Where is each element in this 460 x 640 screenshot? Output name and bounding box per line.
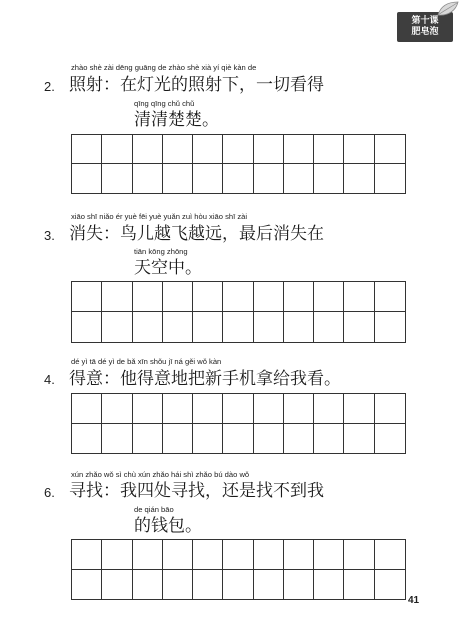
grid-cell[interactable] [102, 135, 132, 164]
hanzi-line: 的钱包。 [134, 516, 202, 536]
grid-cell[interactable] [375, 394, 405, 424]
grid-cell[interactable] [163, 394, 193, 424]
grid-cell[interactable] [375, 312, 405, 342]
writing-grid[interactable] [71, 134, 406, 194]
grid-cell[interactable] [163, 135, 193, 164]
grid-cell[interactable] [344, 394, 374, 424]
grid-cell[interactable] [72, 135, 102, 164]
grid-cell[interactable] [163, 312, 193, 342]
exercise-number: 2. [44, 79, 55, 94]
grid-cell[interactable] [314, 540, 344, 570]
writing-grid[interactable] [71, 539, 406, 600]
grid-cell[interactable] [133, 135, 163, 164]
grid-cell[interactable] [223, 540, 253, 570]
grid-cell[interactable] [163, 570, 193, 600]
grid-cell[interactable] [102, 394, 132, 424]
grid-cell[interactable] [102, 570, 132, 600]
grid-cell[interactable] [133, 394, 163, 424]
grid-cell[interactable] [223, 164, 253, 193]
grid-cell[interactable] [102, 540, 132, 570]
grid-cell[interactable] [254, 135, 284, 164]
grid-cell[interactable] [254, 312, 284, 342]
pinyin-line: qīng qīng chǔ chǔ [134, 99, 195, 108]
grid-cell[interactable] [133, 570, 163, 600]
grid-cell[interactable] [223, 312, 253, 342]
grid-cell[interactable] [344, 164, 374, 193]
grid-cell[interactable] [284, 312, 314, 342]
grid-cell[interactable] [375, 424, 405, 454]
grid-cell[interactable] [375, 570, 405, 600]
grid-cell[interactable] [72, 424, 102, 454]
grid-cell[interactable] [133, 282, 163, 312]
grid-cell[interactable] [193, 164, 223, 193]
writing-grid[interactable] [71, 393, 406, 454]
grid-cell[interactable] [254, 540, 284, 570]
grid-cell[interactable] [102, 424, 132, 454]
grid-cell[interactable] [193, 394, 223, 424]
grid-cell[interactable] [314, 135, 344, 164]
grid-cell[interactable] [133, 312, 163, 342]
grid-cell[interactable] [72, 570, 102, 600]
grid-cell[interactable] [344, 424, 374, 454]
hanzi-line: 得意：他得意地把新手机拿给我看。 [69, 369, 341, 389]
grid-cell[interactable] [284, 424, 314, 454]
pinyin-line: dé yì tā dé yì de bǎ xīn shǒu jī ná gěi wǒ kàn [71, 357, 222, 366]
grid-cell[interactable] [193, 312, 223, 342]
lesson-number: 第十课 [411, 16, 439, 26]
pinyin-line: zhào shè zài dēng guāng de zhào shè xià yí qiè kàn de [71, 63, 257, 72]
lesson-title: 肥皂泡 [411, 27, 439, 37]
grid-cell[interactable] [72, 164, 102, 193]
grid-cell[interactable] [375, 540, 405, 570]
hanzi-line: 寻找：我四处寻找，还是找不到我 [69, 481, 324, 501]
grid-cell[interactable] [284, 570, 314, 600]
grid-cell[interactable] [254, 164, 284, 193]
grid-cell[interactable] [375, 282, 405, 312]
grid-cell[interactable] [314, 282, 344, 312]
grid-cell[interactable] [314, 312, 344, 342]
grid-cell[interactable] [344, 135, 374, 164]
pinyin-line: de qián bāo [134, 505, 174, 514]
grid-cell[interactable] [193, 424, 223, 454]
grid-cell[interactable] [163, 164, 193, 193]
hanzi-line: 清清楚楚。 [134, 110, 219, 130]
grid-cell[interactable] [72, 312, 102, 342]
grid-cell[interactable] [223, 570, 253, 600]
grid-cell[interactable] [223, 282, 253, 312]
grid-cell[interactable] [284, 394, 314, 424]
grid-cell[interactable] [314, 164, 344, 193]
exercise-number: 3. [44, 228, 55, 243]
exercise-number: 6. [44, 485, 55, 500]
leaf-icon [437, 1, 459, 17]
grid-cell[interactable] [193, 570, 223, 600]
grid-cell[interactable] [193, 282, 223, 312]
exercise-number: 4. [44, 372, 55, 387]
grid-cell[interactable] [344, 282, 374, 312]
grid-cell[interactable] [72, 394, 102, 424]
pinyin-line: xiāo shī niǎo ér yuè fēi yuè yuǎn zuì hòu xiāo shī zài [71, 212, 248, 221]
grid-cell[interactable] [72, 282, 102, 312]
grid-cell[interactable] [314, 570, 344, 600]
grid-cell[interactable] [284, 164, 314, 193]
grid-cell[interactable] [102, 312, 132, 342]
grid-cell[interactable] [133, 164, 163, 193]
grid-cell[interactable] [375, 135, 405, 164]
grid-cell[interactable] [72, 540, 102, 570]
grid-cell[interactable] [344, 540, 374, 570]
grid-cell[interactable] [163, 282, 193, 312]
grid-cell[interactable] [163, 540, 193, 570]
pinyin-line: tiān kōng zhōng [134, 247, 188, 256]
grid-cell[interactable] [254, 394, 284, 424]
grid-cell[interactable] [344, 312, 374, 342]
grid-cell[interactable] [254, 570, 284, 600]
grid-cell[interactable] [102, 282, 132, 312]
grid-cell[interactable] [314, 394, 344, 424]
hanzi-line: 消失：鸟儿越飞越远，最后消失在 [69, 224, 324, 244]
grid-cell[interactable] [284, 282, 314, 312]
grid-cell[interactable] [375, 164, 405, 193]
page-number: 41 [408, 595, 420, 606]
grid-cell[interactable] [133, 540, 163, 570]
hanzi-line: 照射：在灯光的照射下，一切看得 [69, 75, 324, 95]
grid-cell[interactable] [344, 570, 374, 600]
grid-cell[interactable] [163, 424, 193, 454]
grid-cell[interactable] [254, 282, 284, 312]
grid-cell[interactable] [102, 164, 132, 193]
hanzi-line: 天空中。 [134, 258, 202, 278]
grid-cell[interactable] [284, 540, 314, 570]
grid-cell[interactable] [284, 135, 314, 164]
grid-cell[interactable] [193, 135, 223, 164]
grid-cell[interactable] [193, 540, 223, 570]
writing-grid[interactable] [71, 281, 406, 343]
grid-cell[interactable] [223, 424, 253, 454]
grid-cell[interactable] [223, 394, 253, 424]
grid-cell[interactable] [254, 424, 284, 454]
grid-cell[interactable] [133, 424, 163, 454]
grid-cell[interactable] [314, 424, 344, 454]
pinyin-line: xún zhǎo wǒ sì chù xún zhǎo hái shì zhǎo bú dào wǒ [71, 470, 250, 479]
grid-cell[interactable] [223, 135, 253, 164]
